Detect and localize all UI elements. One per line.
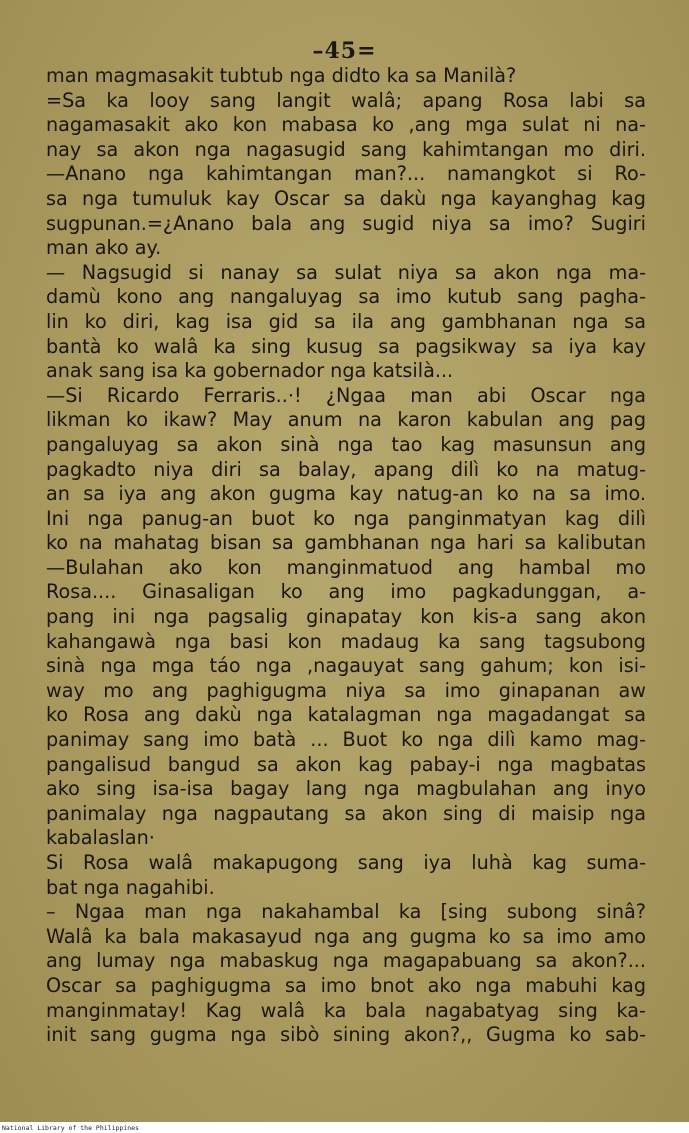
text-line: pangaluyag sa akon sinà nga tao kag masunsun ang — [46, 432, 646, 456]
text-line: ang lumay nga mabaskug nga magapabuang sa akon?... — [46, 949, 646, 973]
text-line: —Anano nga kahimtangan man?... namangkot si Ro- — [46, 162, 646, 186]
text-line: Rosa.... Ginasaligan ko ang imo pagkadunggan, a- — [46, 580, 646, 604]
text-line: an sa iya ang akon gugma kay natug-an ko na sa imo. — [46, 482, 646, 506]
text-line: Ini nga panug-an buot ko nga panginmatyan kag dilì — [46, 506, 646, 530]
text-line: nagamasakit ako kon mabasa ko ,ang mga sulat ni na- — [46, 113, 646, 137]
text-line: Walâ ka bala makasayud nga ang gugma ko sa imo amo — [46, 924, 646, 948]
text-line: damù kono ang nangaluyag sa imo kutub sang pagha- — [46, 285, 646, 309]
text-line: sugpunan.=¿Anano bala ang sugid niya sa imo? Sugiri — [46, 211, 646, 235]
body-text — [46, 64, 646, 1048]
text-line: sinà nga mga táo nga ,nagauyat sang gahum; kon isi- — [46, 654, 646, 678]
text-line: manginmatay! Kag walâ ka bala nagabatyag sing ka- — [46, 998, 646, 1022]
text-line: Si Rosa walâ makapugong sang iya luhà kag suma- — [46, 851, 646, 874]
text-line: bat nga nagahibi. — [46, 875, 215, 899]
text-line: —Si Ricardo Ferraris..·! ¿Ngaa man abi Oscar nga — [46, 383, 646, 407]
text-line: ko na mahatag bisan sa gambhanan nga hari sa kalibutan — [46, 531, 646, 555]
text-line: kabalaslan· — [46, 826, 155, 850]
text-line: Oscar sa paghigugma sa imo bnot ako nga mabuhi kag — [46, 973, 646, 997]
library-credit: National Library of the Philippines — [2, 1124, 139, 1132]
text-line: nay sa akon nga nagasugid sang kahimtangan mo diri. — [46, 137, 646, 161]
text-line: panimalay nga nagpautang sa akon sing di maisip nga — [46, 801, 646, 825]
text-line: ko Rosa ang dakù nga katalagman nga magadangat sa — [46, 703, 646, 727]
text-line: kahangawà nga basi kon madaug ka sang tagsubong — [46, 629, 646, 653]
text-line: pagkadto niya diri sa balay, apang dilì ko na matug- — [46, 457, 646, 481]
text-line: sa nga tumuluk kay Oscar sa dakù nga kayanghag kag — [46, 186, 646, 210]
text-line: ako sing isa-isa bagay lang nga magbulahan ang inyo — [46, 777, 646, 801]
text-line: man ako ay. — [46, 236, 162, 260]
text-line: lin ko diri, kag isa gid sa ila ang gambhanan nga sa — [46, 309, 646, 333]
text-line: init sang gugma nga sibò sining akon?,, Gugma ko sab- — [46, 1023, 646, 1047]
text-line: likman ko ikaw? May anum na karon kabulan ang pag — [46, 408, 646, 432]
text-line: panimay sang imo batà ... Buot ko nga dilì kamo mag- — [46, 728, 646, 752]
text-line: pangalisud bangud sa akon kag pabay-i nga magbatas — [46, 752, 646, 776]
text-line: bantà ko walâ ka sing kusug sa pagsikway sa iya kay — [46, 334, 646, 358]
text-line: man magmasakit tubtub nga didto ka sa Manilà? — [46, 64, 517, 87]
text-line: way mo ang paghigugma niya sa imo ginapanan aw — [46, 678, 646, 702]
text-line: anak sang isa ka gobernador nga katsilà... — [46, 359, 454, 383]
text-line: —Bulahan ako kon manginmatuod ang hambal mo — [46, 555, 646, 579]
text-line: – Ngaa man nga nakahambal ka [sing subong sinâ? — [46, 900, 646, 924]
text-line: pang ini nga pagsalig ginapatay kon kis-a sang akon — [46, 605, 646, 629]
page-number: –45= — [312, 38, 377, 64]
text-line: =Sa ka looy sang langit walâ; apang Rosa labi sa — [46, 88, 646, 112]
text-line: — Nagsugid si nanay sa sulat niya sa akon nga ma- — [46, 260, 646, 284]
